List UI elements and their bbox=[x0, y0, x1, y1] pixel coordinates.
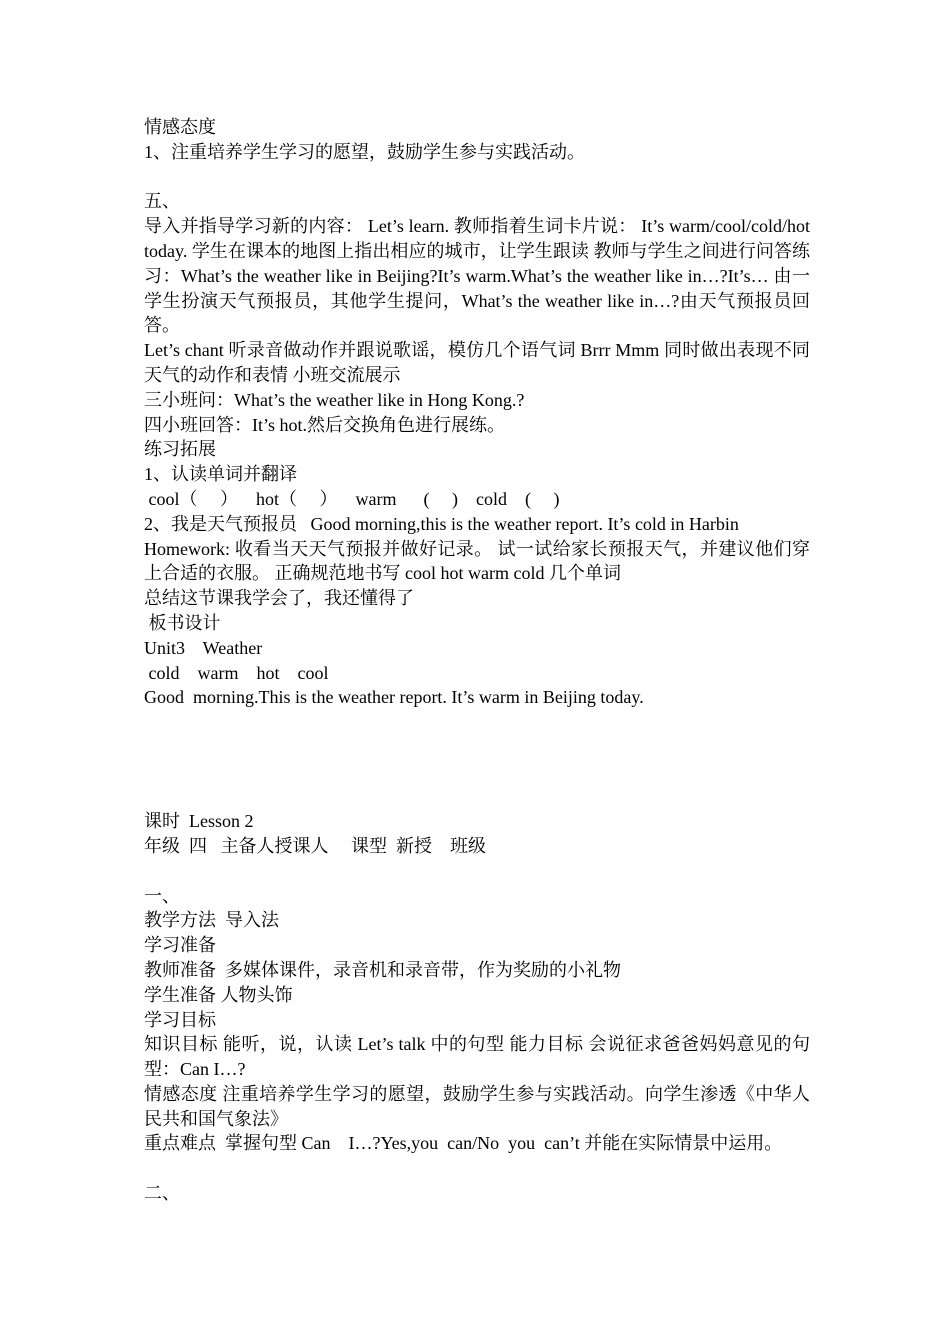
learning-goals-heading: 学习目标 bbox=[144, 1009, 216, 1030]
section-heading-attitude: 情感态度 bbox=[144, 117, 216, 137]
lesson-period: 课时 Lesson 2 bbox=[144, 811, 254, 832]
key-points: 重点难点 掌握句型 Can I…?Yes,you can/No you can’t 并能在实际情景中运用。 bbox=[144, 1133, 783, 1154]
step-one-heading: 一、 bbox=[144, 885, 180, 906]
question-line: 三小班问：What’s the weather like in Hong Kong.? bbox=[144, 389, 525, 410]
teacher-prep: 教师准备 多媒体课件，录音机和录音带，作为奖励的小礼物 bbox=[144, 959, 621, 980]
spacer bbox=[144, 859, 810, 884]
learning-prep-heading: 学习准备 bbox=[144, 935, 216, 956]
student-prep: 学生准备 人物头饰 bbox=[144, 984, 293, 1005]
spacer bbox=[144, 165, 810, 190]
attitude-goals: 情感态度 注重培养学生学习的愿望，鼓励学生参与实践活动。向学生渗透《中华人民共和国气象法》 bbox=[144, 1083, 810, 1129]
practice-heading: 练习拓展 bbox=[144, 439, 216, 460]
attitude-item: 1、注重培养学生学习的愿望，鼓励学生参与实践活动。 bbox=[144, 141, 585, 162]
teaching-method: 教学方法 导入法 bbox=[144, 910, 279, 931]
summary-line: 总结这节课我学会了，我还懂得了 bbox=[144, 588, 414, 609]
step-two-heading: 二、 bbox=[144, 1183, 180, 1204]
board-unit: Unit3 Weather bbox=[144, 637, 263, 658]
board-heading: 板书设计 bbox=[144, 612, 221, 633]
board-words: cold warm hot cool bbox=[144, 662, 329, 683]
practice-item-2: 2、我是天气预报员 Good morning,this is the weather report. It’s cold in Harbin bbox=[144, 513, 739, 534]
chant-paragraph: Let’s chant 听录音做动作并跟说歌谣，模仿几个语气词 Brrr Mmm 同时做出表现不同天气的动作和表情 小班交流展示 bbox=[144, 340, 810, 385]
words-translation-line: cool（ ） hot（ ） warm ( ) cold ( ) bbox=[144, 488, 560, 509]
homework-paragraph: Homework: 收看当天天气预报并做好记录。 试一试给家长预报天气，并建议他们穿上合适的衣服。 正确规范地书写 cool hot warm cold 几个单词 bbox=[144, 538, 810, 584]
practice-item-1: 1、认读单词并翻译 bbox=[144, 464, 297, 485]
board-sentence: Good morning.This is the weather report. It’s warm in Beijing today. bbox=[144, 687, 644, 708]
lesson-info: 年级 四 主备人授课人 课型 新授 班级 bbox=[144, 835, 486, 856]
spacer bbox=[144, 1156, 810, 1181]
step-five-paragraph: 导入并指导学习新的内容： Let’s learn. 教师指着生词卡片说： It’s warm/cool/cold/hot today. 学生在课本的地图上指出相应的城市，让学生跟读 教师与学生之间进行问答练习：What’s the weather like in Beijing?It’s warm.What’s the weather like in…?It’s… 由一学生扮演天气预报员，其他学生提问，What’s the weather like in…?由天气预报员回答。 bbox=[144, 216, 810, 336]
document-body bbox=[144, 115, 810, 1206]
answer-line: 四小班回答：It’s hot.然后交换角色进行展练。 bbox=[144, 414, 506, 435]
spacer bbox=[144, 710, 810, 809]
step-five-heading: 五、 bbox=[144, 191, 180, 212]
knowledge-goals: 知识目标 能听，说，认读 Let’s talk 中的句型 能力目标 会说征求爸爸妈妈意见的句型：Can I…? bbox=[144, 1034, 810, 1080]
